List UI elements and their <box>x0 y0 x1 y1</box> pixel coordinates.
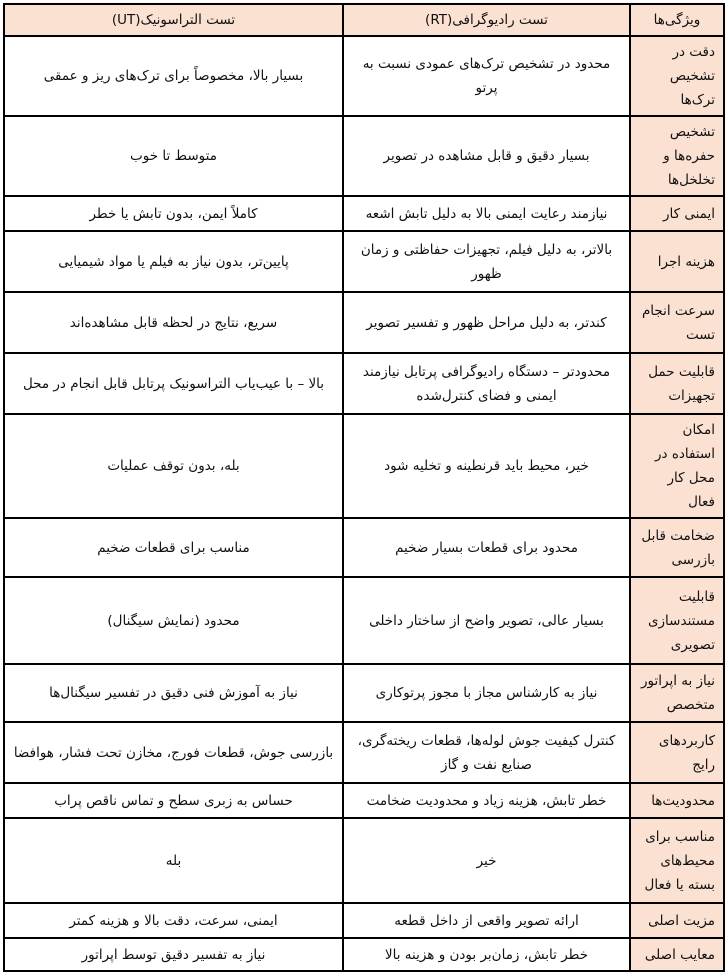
rt-cell: نیازمند رعایت ایمنی بالا به دلیل تابش اشعه <box>343 196 630 231</box>
rt-ut-comparison-table <box>3 3 725 972</box>
rt-cell: محدود در تشخیص ترک‌های عمودی نسبت به پرتو <box>343 36 630 116</box>
ut-cell: بازرسی جوش، قطعات فورج، مخازن تحت فشار، هوافضا <box>4 722 343 783</box>
feature-cell: ضخامت قابل بازرسی <box>630 518 724 577</box>
feature-cell: مناسب برای محیط‌های بسته یا فعال <box>630 818 724 903</box>
header-ut: تست التراسونیک(UT) <box>4 4 343 36</box>
table-row <box>4 664 724 722</box>
ut-cell: نیاز به تفسیر دقیق توسط اپراتور <box>4 938 343 971</box>
table-row <box>4 938 724 971</box>
rt-cell: کنترل کیفیت جوش لوله‌ها، قطعات ریخته‌گری، صنایع نفت و گاز <box>343 722 630 783</box>
feature-cell: ایمنی کار <box>630 196 724 231</box>
ut-cell: بسیار بالا، مخصوصاً برای ترک‌های ریز و عمقی <box>4 36 343 116</box>
ut-cell: سریع، نتایج در لحظه قابل مشاهده‌اند <box>4 292 343 353</box>
rt-cell: کندتر، به دلیل مراحل ظهور و تفسیر تصویر <box>343 292 630 353</box>
table-row <box>4 818 724 903</box>
feature-cell: نیاز به اپراتور متخصص <box>630 664 724 722</box>
feature-cell: محدودیت‌ها <box>630 783 724 818</box>
table-row <box>4 36 724 116</box>
feature-cell: هزینه اجرا <box>630 231 724 292</box>
table-row <box>4 292 724 353</box>
feature-cell: معایب اصلی <box>630 938 724 971</box>
rt-cell: خطر تابش، هزینه زیاد و محدودیت ضخامت <box>343 783 630 818</box>
feature-cell: امکان استفاده در محل کار فعال <box>630 414 724 518</box>
table-row <box>4 577 724 664</box>
feature-cell: کاربردهای رایج <box>630 722 724 783</box>
table-row <box>4 783 724 818</box>
ut-cell: بله <box>4 818 343 903</box>
feature-cell: قابلیت حمل تجهیزات <box>630 353 724 414</box>
rt-cell: خیر، محیط باید قرنطینه و تخلیه شود <box>343 414 630 518</box>
ut-cell: مناسب برای قطعات ضخیم <box>4 518 343 577</box>
rt-cell: خطر تابش، زمان‌بر بودن و هزینه بالا <box>343 938 630 971</box>
rt-cell: خیر <box>343 818 630 903</box>
feature-cell: سرعت انجام تست <box>630 292 724 353</box>
header-rt: تست رادیوگرافی(RT) <box>343 4 630 36</box>
table-header-row <box>4 4 724 36</box>
rt-cell: ارائه تصویر واقعی از داخل قطعه <box>343 903 630 938</box>
rt-cell: نیاز به کارشناس مجاز با مجوز پرتوکاری <box>343 664 630 722</box>
ut-cell: نیاز به آموزش فنی دقیق در تفسیر سیگنال‌ها <box>4 664 343 722</box>
rt-cell: محدودتر – دستگاه رادیوگرافی پرتابل نیازمند ایمنی و فضای کنترل‌شده <box>343 353 630 414</box>
rt-cell: بسیار عالی، تصویر واضح از ساختار داخلی <box>343 577 630 664</box>
ut-cell: حساس به زبری سطح و تماس ناقص پراب <box>4 783 343 818</box>
comparison-table-wrapper <box>3 3 723 972</box>
header-feature: ویژگی‌ها <box>630 4 724 36</box>
table-row <box>4 722 724 783</box>
table-row <box>4 414 724 518</box>
ut-cell: بله، بدون توقف عملیات <box>4 414 343 518</box>
feature-cell: دقت در تشخیص ترک‌ها <box>630 36 724 116</box>
ut-cell: کاملاً ایمن، بدون تابش یا خطر <box>4 196 343 231</box>
ut-cell: پایین‌تر، بدون نیاز به فیلم یا مواد شیمیایی <box>4 231 343 292</box>
table-row <box>4 903 724 938</box>
rt-cell: محدود برای قطعات بسیار ضخیم <box>343 518 630 577</box>
table-row <box>4 353 724 414</box>
table-row <box>4 231 724 292</box>
feature-cell: مزیت اصلی <box>630 903 724 938</box>
ut-cell: ایمنی، سرعت، دقت بالا و هزینه کمتر <box>4 903 343 938</box>
ut-cell: متوسط تا خوب <box>4 116 343 196</box>
table-row <box>4 518 724 577</box>
ut-cell: محدود (نمایش سیگنال) <box>4 577 343 664</box>
rt-cell: بسیار دقیق و قابل مشاهده در تصویر <box>343 116 630 196</box>
feature-cell: قابلیت مستندسازی تصویری <box>630 577 724 664</box>
ut-cell: بالا – با عیب‌یاب التراسونیک پرتابل قابل انجام در محل <box>4 353 343 414</box>
table-row <box>4 116 724 196</box>
table-row <box>4 196 724 231</box>
rt-cell: بالاتر، به دلیل فیلم، تجهیزات حفاظتی و زمان ظهور <box>343 231 630 292</box>
feature-cell: تشخیص حفره‌ها و تخلخل‌ها <box>630 116 724 196</box>
